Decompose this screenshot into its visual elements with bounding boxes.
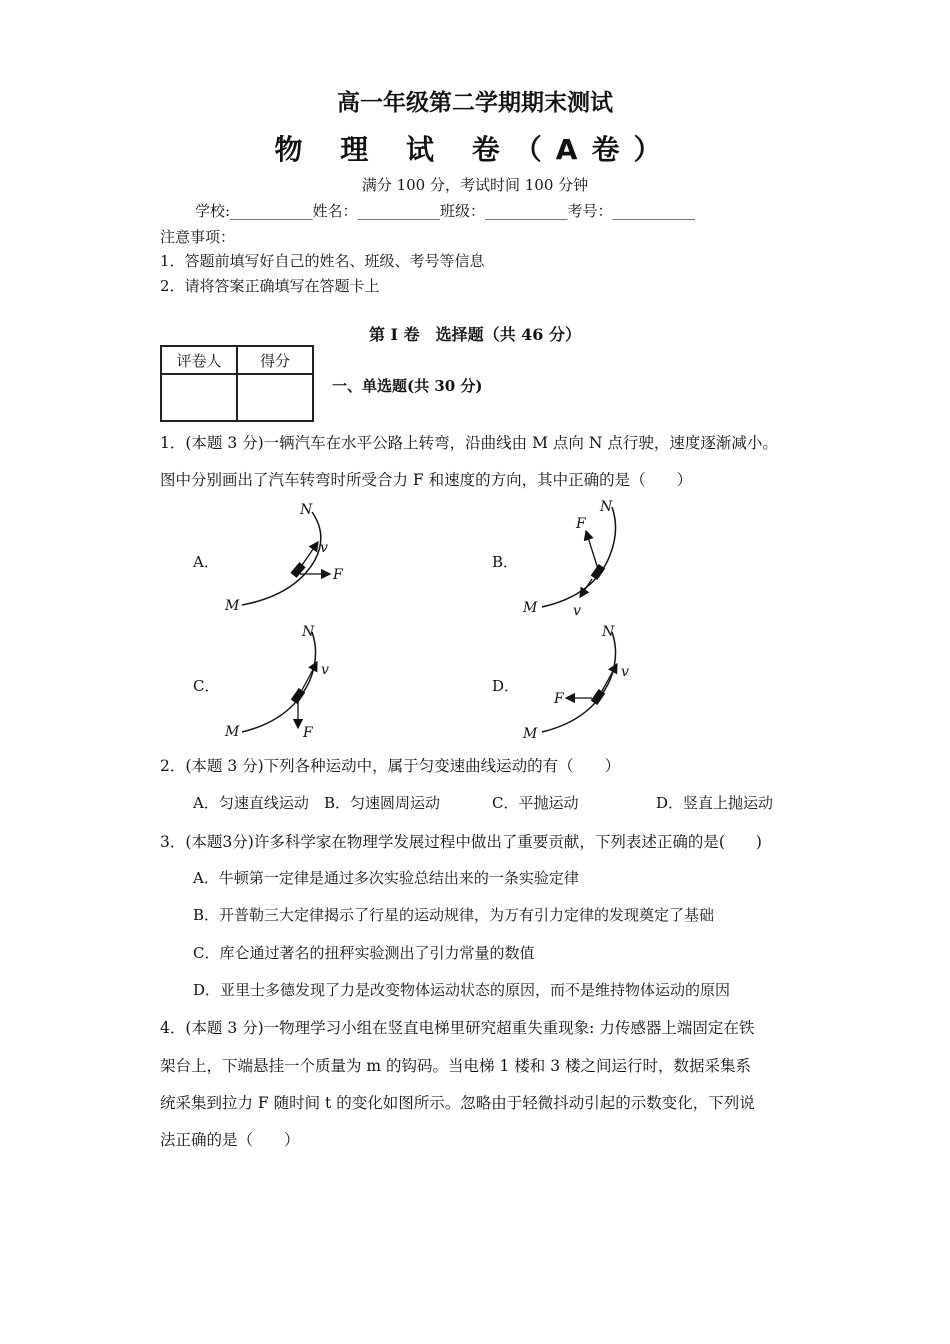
notice-heading: 注意事项：	[160, 228, 236, 246]
label-v: v	[320, 540, 328, 556]
velocity-arrow	[602, 664, 617, 691]
label-m: M	[225, 724, 240, 740]
q3-option-b: B．开普勒三大定律揭示了行星的运动规律，为万有引力定律的发现奠定了基础	[193, 906, 715, 924]
figure-c	[220, 620, 380, 745]
question-4-line-2: 架台上，下端悬挂一个质量为 m 的钩码。当电梯 1 楼和 3 楼之间运行时，数据采集系	[160, 1057, 751, 1075]
question-1-line-1: 1．(本题 3 分)一辆汽车在水平公路上转弯，沿曲线由 M 点向 N 点行驶，速度逐渐减小。	[160, 434, 778, 452]
force-arrow	[586, 531, 598, 569]
grader-cell	[161, 374, 237, 421]
question-3-stem: 3．(本题3分)许多科学家在物理学发展过程中做出了重要贡献，下列表述正确的是( )	[160, 833, 762, 851]
label-n: N	[600, 499, 613, 515]
label-f: F	[333, 567, 343, 583]
exam-subtitle: 物 理 试 卷（A卷）	[274, 133, 676, 166]
velocity-arrow	[580, 579, 592, 597]
figure-b	[520, 495, 680, 620]
label-m: M	[523, 726, 538, 742]
student-info-line: 学校:___________姓名：___________班级：___________考号：___________	[195, 202, 696, 220]
question-1-line-2: 图中分别画出了汽车转弯时所受合力 F 和速度的方向，其中正确的是（ ）	[160, 471, 693, 489]
velocity-arrow	[302, 662, 317, 690]
score-table	[160, 345, 314, 422]
velocity-arrow	[300, 542, 318, 568]
figure-a	[220, 500, 380, 620]
label-v: v	[573, 603, 581, 619]
label-f: F	[576, 516, 586, 532]
subsection-title: 一、单选题(共 30 分)	[332, 377, 483, 395]
figure-d	[520, 620, 680, 745]
question-4-line-3: 统采集到拉力 F 随时间 t 的变化如图所示。忽略由于轻微抖动引起的示数变化，下列说	[160, 1094, 755, 1112]
q3-option-d: D．亚里士多德发现了力是改变物体运动状态的原因，而不是维持物体运动的原因	[193, 981, 731, 999]
q2-option-d: D．竖直上抛运动	[656, 794, 774, 812]
exam-title: 高一年级第二学期期末测试	[337, 90, 613, 116]
option-a-label: A．	[193, 553, 219, 571]
label-m: M	[225, 598, 240, 614]
exam-note: 满分 100 分，考试时间 100 分钟	[361, 176, 589, 194]
label-v: v	[321, 662, 329, 678]
score-header: 得分	[237, 346, 313, 374]
option-d-label: D．	[492, 677, 520, 695]
label-f: F	[303, 725, 313, 741]
label-n: N	[602, 624, 615, 640]
option-b-label: B．	[492, 553, 519, 571]
option-c-label: C．	[193, 677, 220, 695]
curve-path	[542, 632, 616, 732]
label-m: M	[523, 600, 538, 616]
question-4-line-4: 法正确的是（ ）	[160, 1131, 300, 1149]
section-title: 第 I 卷 选择题（共 46 分）	[368, 325, 582, 344]
label-n: N	[300, 502, 313, 518]
q2-option-c: C．平抛运动	[492, 794, 579, 812]
car-block	[591, 564, 606, 580]
grader-header: 评卷人	[161, 346, 237, 374]
q3-option-a: A．牛顿第一定律是通过多次实验总结出来的一条实验定律	[193, 869, 579, 887]
label-f: F	[554, 691, 564, 707]
score-cell	[237, 374, 313, 421]
curve-path	[242, 512, 321, 605]
q3-option-c: C．库仑通过著名的扭秤实验测出了引力常量的数值	[193, 944, 535, 962]
label-v: v	[621, 664, 629, 680]
label-n: N	[302, 624, 315, 640]
notice-item: 1．答题前填写好自己的姓名、班级、考号等信息	[160, 252, 485, 270]
q2-option-a: A．匀速直线运动	[193, 794, 309, 812]
question-4-line-1: 4．(本题 3 分)一物理学习小组在竖直电梯里研究超重失重现象: 力传感器上端固定在铁	[160, 1019, 755, 1037]
q2-option-b: B．匀速圆周运动	[324, 794, 441, 812]
curve-path	[242, 632, 316, 732]
question-2-stem: 2．(本题 3 分)下列各种运动中，属于匀变速曲线运动的有（ ）	[160, 757, 621, 775]
notice-item: 2．请将答案正确填写在答题卡上	[160, 277, 380, 295]
